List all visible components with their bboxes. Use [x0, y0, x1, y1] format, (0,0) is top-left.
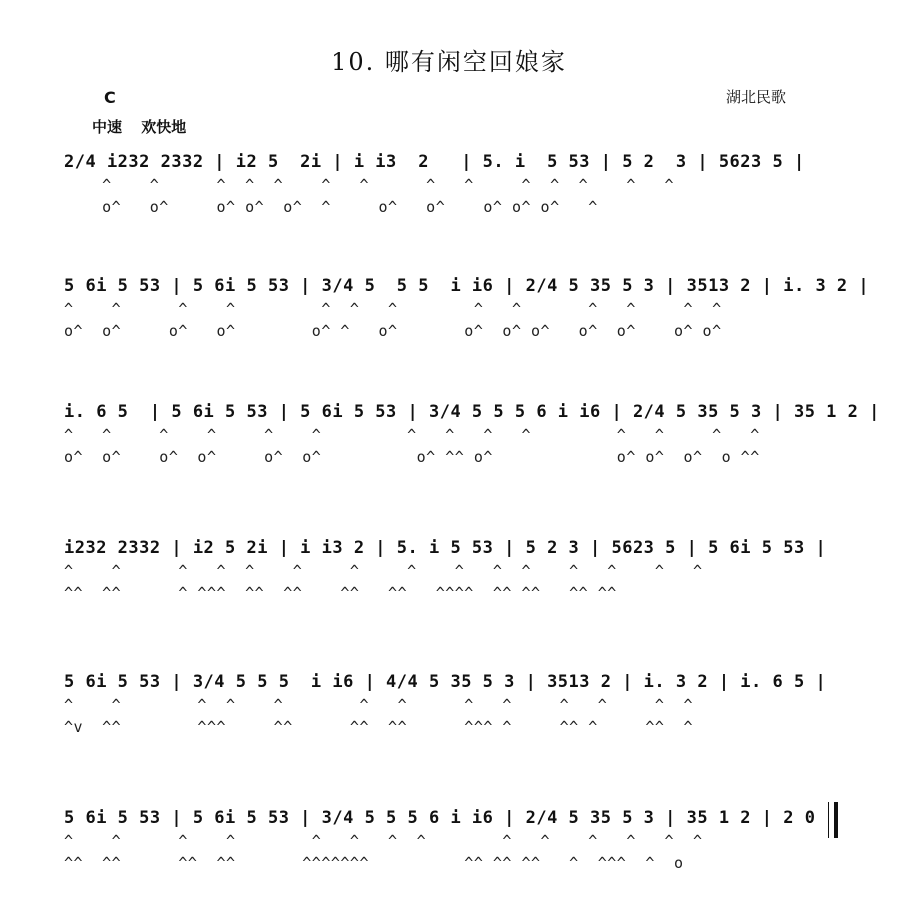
tempo-marking: 中速 欢快地 — [92, 118, 187, 136]
score-system-2 — [64, 270, 870, 360]
breath-marks-row: ^v ^^ ^^^ ^^ ^^ ^^ ^^^ ^ ^^ ^ ^^ ^ — [64, 718, 694, 736]
page-title: 10. 哪有闲空回娘家 — [331, 48, 567, 76]
score-system-5 — [64, 666, 834, 756]
notes-row: i232 2332 | i2 5 2i | i i3 2 | 5. i 5 53 | 5 2 3 | 5623 5 | 5 6i 5 53 | — [64, 538, 827, 558]
notes-row: 2/4 i232 2332 | i2 5 2i | i i3 2 | 5. i 5 53 | 5 2 3 | 5623 5 | — [64, 152, 805, 172]
score-system-4 — [64, 532, 834, 622]
breath-marks-row: ^^ ^^ ^^ ^^ ^^^^^^^ ^^ ^^ ^^ ^ ^^^ ^ o — [64, 854, 684, 872]
score-system-1 — [64, 146, 834, 236]
articulation-row: ^ ^ ^ ^ ^ ^ ^ ^ ^ ^ ^ ^ ^ ^ — [64, 832, 703, 850]
song-source: 湖北民歌 — [725, 88, 786, 106]
notes-row: 5 6i 5 53 | 5 6i 5 53 | 3/4 5 5 5 6 i i6 | 2/4 5 35 5 3 | 35 1 2 | 2 0 — [64, 808, 816, 828]
articulation-row: ^ ^ ^ ^ ^ ^ ^ ^ ^ ^ ^ ^ ^ ^ ^ — [64, 562, 703, 580]
final-barline — [828, 802, 838, 838]
score-system-3 — [64, 396, 880, 486]
score-system-6 — [64, 802, 834, 892]
articulation-row: ^ ^ ^ ^ ^ ^ ^ ^ ^ ^ ^ ^ ^ ^ — [64, 176, 674, 194]
notes-row: i. 6 5 | 5 6i 5 53 | 5 6i 5 53 | 3/4 5 5 5 6 i i6 | 2/4 5 35 5 3 | 35 1 2 | — [64, 402, 880, 422]
articulation-row: ^ ^ ^ ^ ^ ^ ^ ^ ^ ^ ^ ^ ^ — [64, 696, 694, 714]
breath-marks-row: o^ o^ o^ o^ o^ ^ o^ o^ o^ o^ o^ o^ o^ o^ — [64, 322, 722, 340]
key-signature: C — [104, 88, 116, 107]
notes-row: 5 6i 5 53 | 5 6i 5 53 | 3/4 5 5 5 i i6 | 2/4 5 35 5 3 | 3513 2 | i. 3 2 | — [64, 276, 870, 296]
articulation-row: ^ ^ ^ ^ ^ ^ ^ ^ ^ ^ ^ ^ ^ ^ — [64, 426, 760, 444]
breath-marks-row: o^ o^ o^ o^ o^ ^ o^ o^ o^ o^ o^ ^ — [64, 198, 598, 216]
articulation-row: ^ ^ ^ ^ ^ ^ ^ ^ ^ ^ ^ ^ ^ — [64, 300, 722, 318]
notes-row: 5 6i 5 53 | 3/4 5 5 5 i i6 | 4/4 5 35 5 3 | 3513 2 | i. 3 2 | i. 6 5 | — [64, 672, 827, 692]
breath-marks-row: ^^ ^^ ^ ^^^ ^^ ^^ ^^ ^^ ^^^^ ^^ ^^ ^^ ^^ — [64, 584, 617, 602]
breath-marks-row: o^ o^ o^ o^ o^ o^ o^ ^^ o^ o^ o^ o^ o ^^ — [64, 448, 760, 466]
